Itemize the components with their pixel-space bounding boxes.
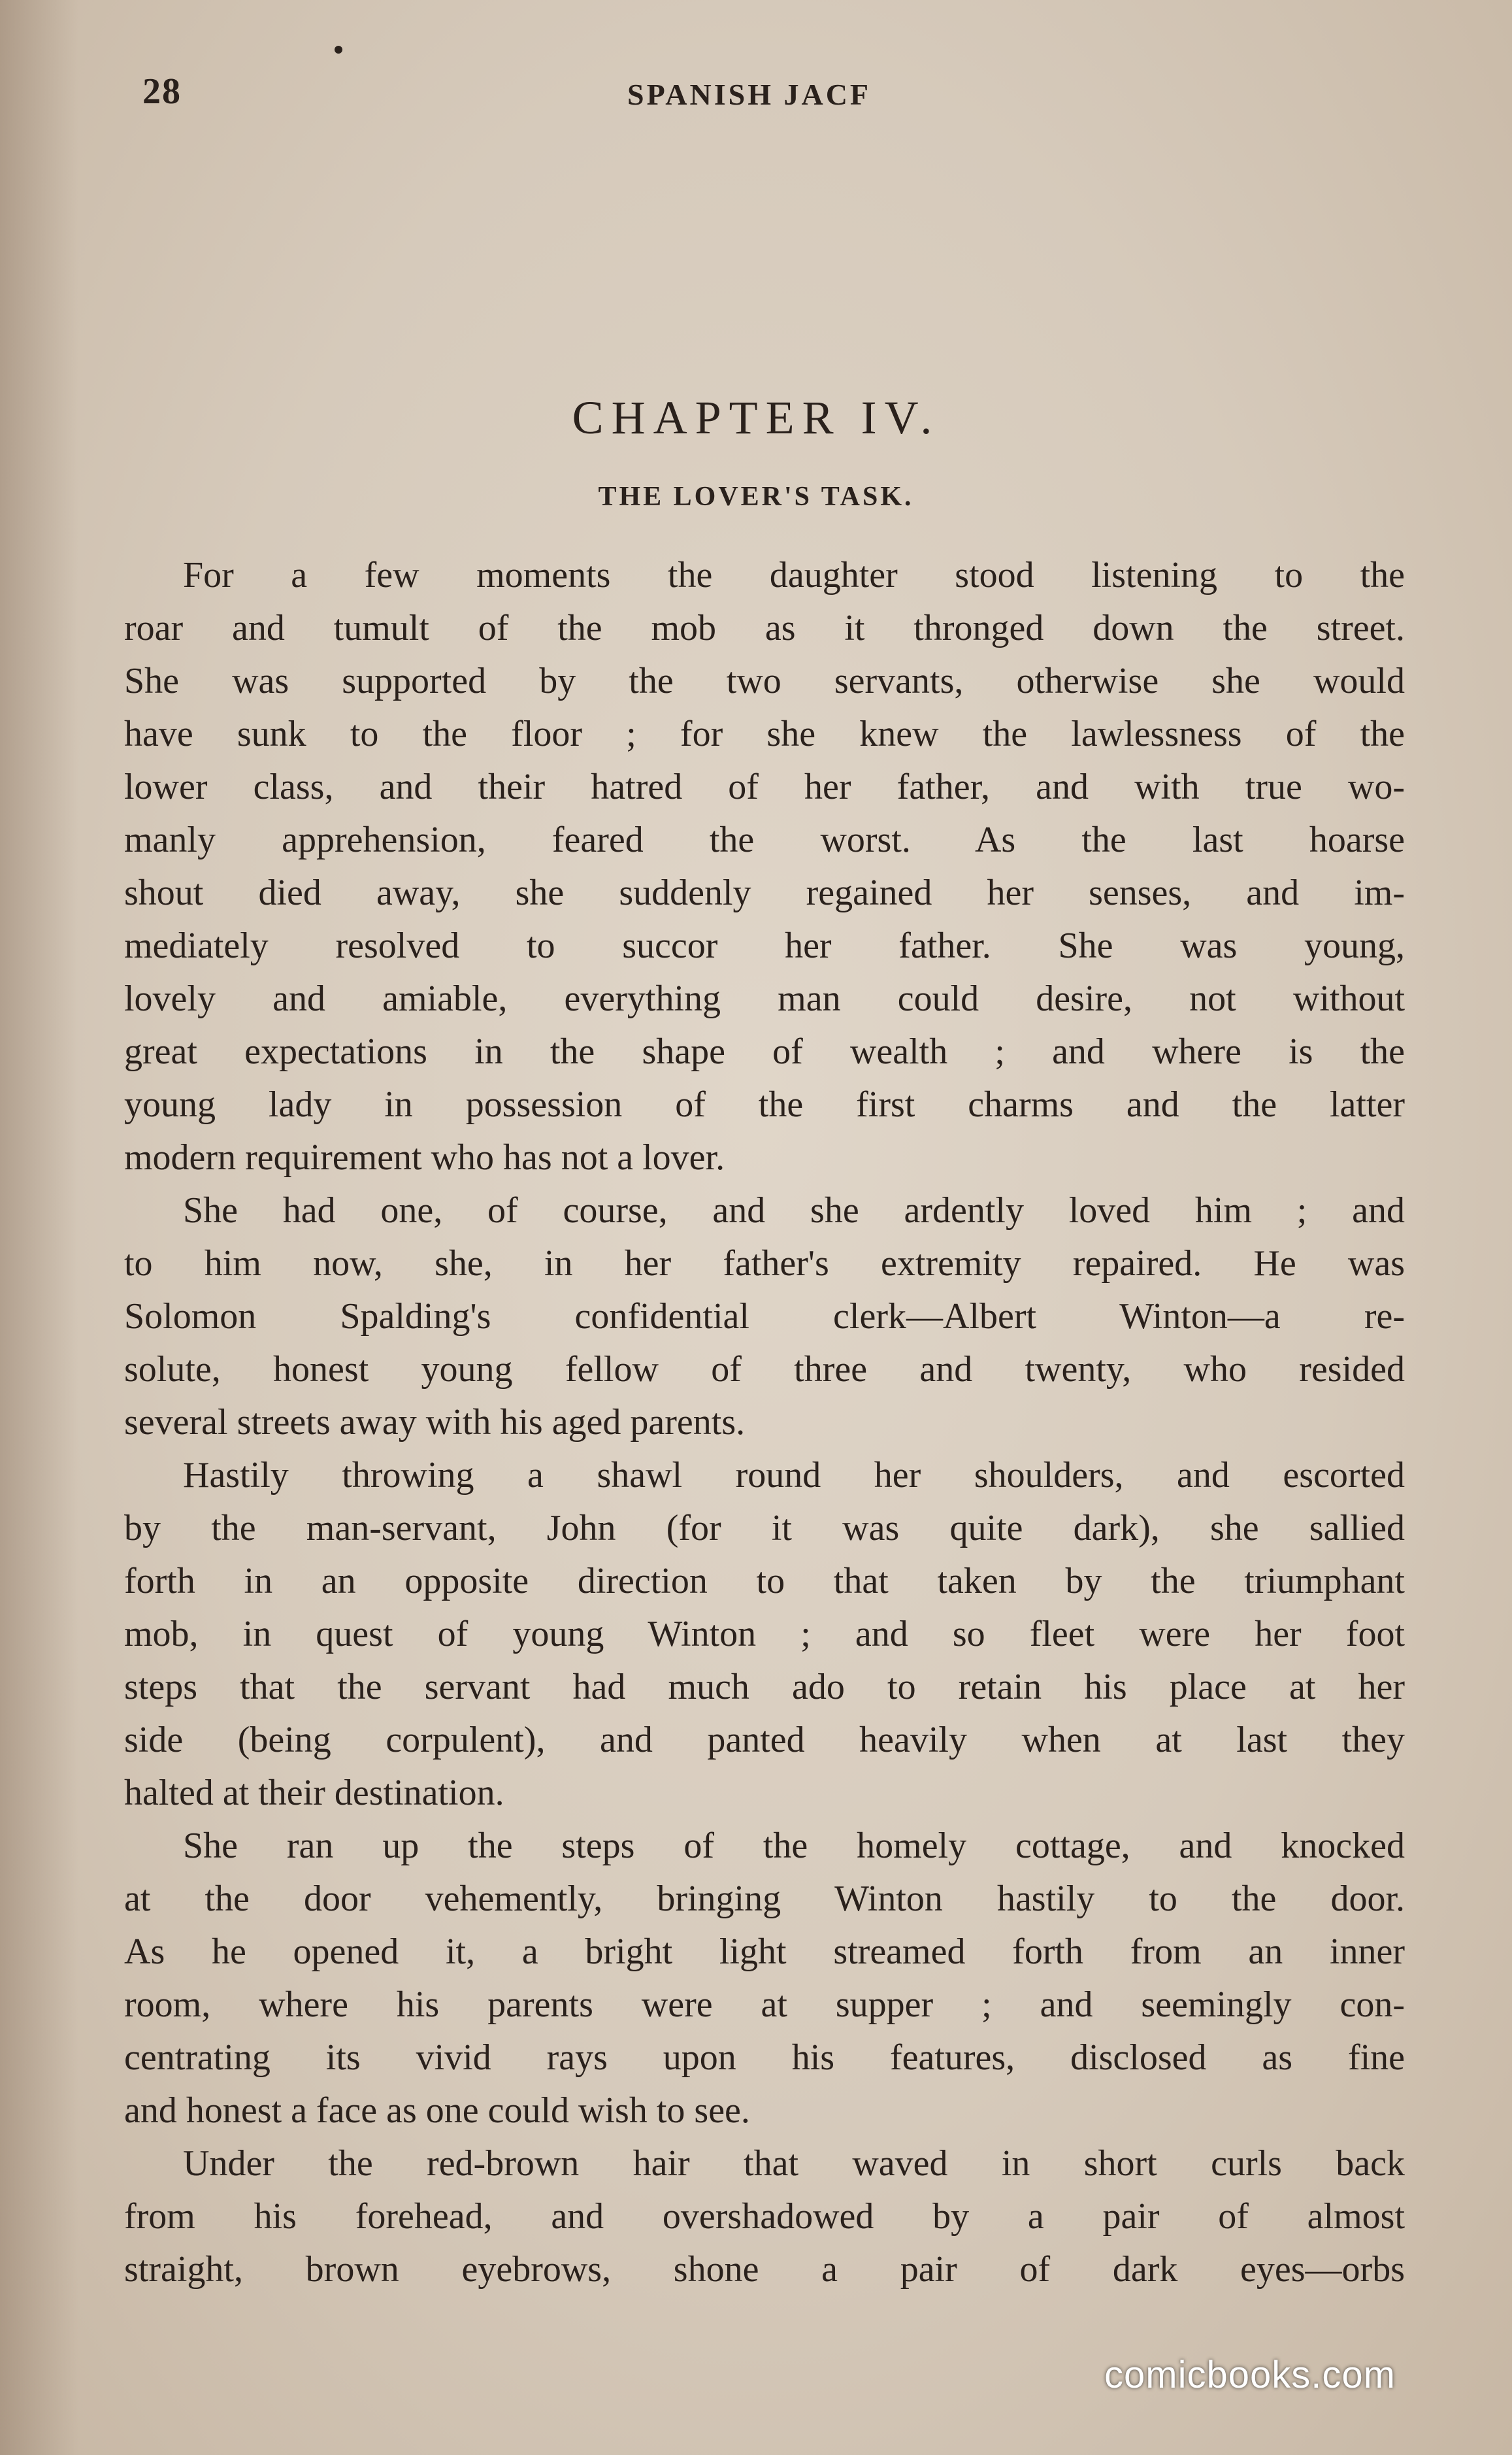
text-line: halted at their destination.: [124, 1773, 504, 1813]
text-line: have sunk to the floor ; for she knew the lawlessness of the: [124, 714, 1405, 754]
page-edge-shadow: [0, 0, 78, 2455]
text-line: She had one, of course, and she ardently loved him ; and: [183, 1190, 1405, 1231]
text-line: centrating its vivid rays upon his features, disclosed as fine: [124, 2037, 1405, 2078]
text-line: She ran up the steps of the homely cottage, and knocked: [183, 1826, 1405, 1866]
text-line: Hastily throwing a shawl round her shoulders, and escorted: [183, 1455, 1405, 1495]
chapter-title: CHAPTER IV.: [572, 392, 940, 444]
text-line: straight, brown eyebrows, shone a pair of dark eyes—orbs: [124, 2249, 1405, 2290]
chapter-subtitle: THE LOVER'S TASK.: [598, 482, 914, 512]
text-line: from his forehead, and overshadowed by a pair of almost: [124, 2196, 1405, 2237]
text-line: at the door vehemently, bringing Winton hastily to the door.: [124, 1879, 1405, 1919]
body-text: [124, 549, 1405, 2296]
text-line: lower class, and their hatred of her father, and with true wo-: [124, 767, 1405, 807]
text-line: lovely and amiable, everything man could desire, not without: [124, 978, 1405, 1019]
text-line: For a few moments the daughter stood listening to the: [183, 555, 1405, 595]
text-line: forth in an opposite direction to that taken by the triumphant: [124, 1561, 1405, 1601]
site-watermark: comicbooks.com: [1104, 2354, 1396, 2396]
text-line: to him now, she, in her father's extremity repaired. He was: [124, 1243, 1405, 1284]
text-line: roar and tumult of the mob as it thronged down the street.: [124, 608, 1405, 648]
text-line: steps that the servant had much ado to retain his place at her: [124, 1667, 1405, 1707]
text-line: by the man-servant, John (for it was quite dark), she sallied: [124, 1508, 1405, 1548]
text-line: manly apprehension, feared the worst. As the last hoarse: [124, 820, 1405, 860]
text-line: Under the red-brown hair that waved in short curls back: [183, 2143, 1405, 2184]
page-number: 28: [142, 71, 182, 112]
text-line: mob, in quest of young Winton ; and so fleet were her foot: [124, 1614, 1405, 1654]
text-line: and honest a face as one could wish to see.: [124, 2090, 750, 2131]
text-line: young lady in possession of the first charms and the latter: [124, 1084, 1405, 1125]
text-line: shout died away, she suddenly regained her senses, and im-: [124, 873, 1405, 913]
text-line: solute, honest young fellow of three and twenty, who resided: [124, 1349, 1405, 1390]
ink-speck: [335, 46, 342, 54]
text-line: room, where his parents were at supper ; and seemingly con-: [124, 1984, 1405, 2025]
text-line: Solomon Spalding's confidential clerk—Albert Winton—a re-: [124, 1296, 1405, 1337]
text-line: great expectations in the shape of wealth ; and where is the: [124, 1031, 1405, 1072]
text-line: She was supported by the two servants, otherwise she would: [124, 661, 1405, 701]
text-line: modern requirement who has not a lover.: [124, 1137, 725, 1178]
text-line: mediately resolved to succor her father. She was young,: [124, 926, 1405, 966]
text-line: several streets away with his aged parents.: [124, 1402, 746, 1443]
text-line: side (being corpulent), and panted heavily when at last they: [124, 1720, 1405, 1760]
running-head: SPANISH JACF: [627, 78, 872, 111]
text-line: As he opened it, a bright light streamed forth from an inner: [124, 1931, 1405, 1972]
